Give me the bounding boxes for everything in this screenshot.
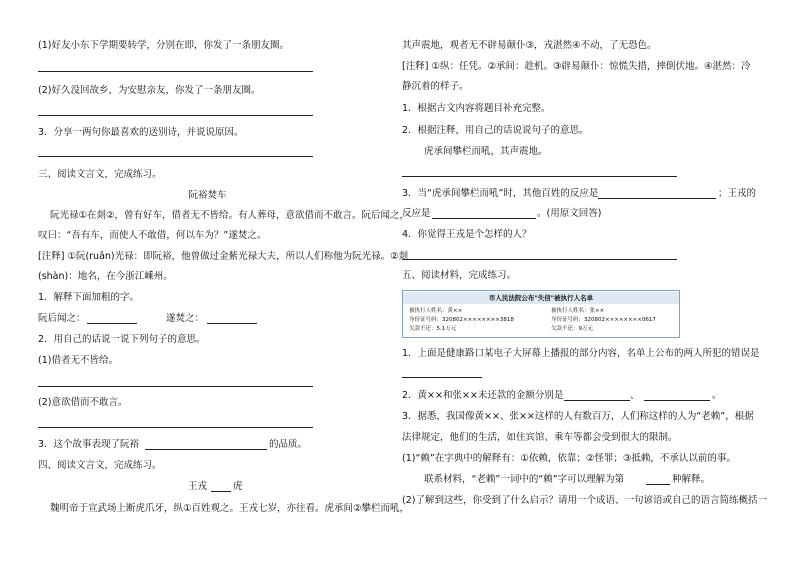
passage-title: 阮裕焚车	[188, 190, 227, 201]
answer-line[interactable]	[38, 71, 313, 72]
question-text: 的品质。	[269, 439, 308, 450]
question-text: (2)意欲借而不敢言。	[38, 397, 128, 408]
answer-blank[interactable]	[145, 449, 267, 450]
question-text: 。	[712, 390, 722, 401]
question-text: (1)借者无不皆给。	[38, 355, 118, 366]
notice-debt: 欠款不还：9万元	[551, 326, 593, 332]
passage-text: 阮光禄①在剡②，曾有好车，借者无不皆给。有人葬母，意欲借而不敢言。阮后闻之，	[50, 210, 410, 221]
annotation-text: [注释] ①纵：任凭。②承间：趁机。③辟易颠仆：惊慌失措，摔倒伏地。④湛然：冷	[402, 61, 751, 72]
quoted-sentence: 虎承间攀栏而吼，其声震地。	[424, 146, 548, 157]
passage-title: 虎	[233, 481, 243, 492]
question-text: 1．根据古文内容将题目补充完整。	[402, 103, 551, 114]
notice-debt: 欠款不还：5.1万元	[409, 326, 457, 332]
annotation-text: 静沉着的样子。	[402, 81, 469, 92]
answer-blank[interactable]	[402, 377, 482, 378]
question-text: 联系材料，“老赖”一词中的“赖”字可以理解为第	[424, 474, 625, 485]
answer-blank[interactable]	[646, 484, 670, 485]
question-text: 种解释。	[672, 474, 711, 485]
court-notice-board	[402, 290, 680, 338]
question-text: 2．根据注释，用自己的话说说句子的意思。	[402, 125, 589, 136]
notice-title: 市人民法院公布"失信"被执行人名单	[403, 292, 679, 304]
section-heading: 四、阅读文言文，完成练习。	[38, 460, 162, 471]
notice-name: 被执行人姓名：黄××	[409, 308, 463, 314]
question-text: (2)了解到这些，你受到了什么启示？请用一个成语、一句谚语或自己的语言简练概括一	[402, 495, 767, 506]
question-text: 反应是	[402, 208, 431, 219]
question-text: (2)好久没回故乡，为安慰亲友，你发了一条朋友圈。	[38, 85, 261, 96]
notice-id: 身份证号码：320802××××××××3818	[409, 317, 514, 323]
question-text: (1)好友小东下学期要转学，分别在即，你发了一条朋友圈。	[38, 40, 289, 51]
question-text: ；王戎的	[718, 188, 757, 199]
answer-line[interactable]	[38, 156, 313, 157]
question-text: 4．你觉得王戎是个怎样的人？	[402, 229, 532, 240]
question-text: 3．据悉，我国像黄××、张××这样的人有数百万，人们称这样的人为“老赖”，根据	[402, 411, 754, 422]
question-text: (1)“赖”在字典中的解释有：①依赖，依靠；②怪罪；③抵赖，不承认以前的事。	[402, 453, 736, 464]
passage-title: 王戎	[188, 481, 208, 492]
notice-id: 身份证号码：320802××××××××0617	[551, 317, 656, 323]
title-blank[interactable]	[211, 491, 231, 492]
question-text: 1．上面是健康路口某电子大屏幕上播报的部分内容，名单上公布的两人所犯的错误是	[402, 348, 760, 359]
passage-text: 叹曰：“吾有车，而使人不敢借，何以车为？”遂焚之。	[38, 230, 267, 241]
passage-text: 其声震地，观者无不辟易颠仆③，戎湛然④不动，了无恐色。	[402, 40, 657, 51]
question-text: 法律规定，他们的生活，如住宾馆、乘车等都会受到很大的限制。	[402, 432, 678, 443]
answer-blank[interactable]	[87, 323, 137, 324]
question-text: 3．当“虎承间攀栏而吼”时，其他百姓的反应是	[402, 188, 599, 199]
right-column	[402, 0, 774, 561]
fill-label: 遂焚之：	[166, 313, 205, 324]
answer-line[interactable]	[38, 427, 313, 428]
question-text: 3．分享一两句你最喜欢的送别诗，并说说原因。	[38, 127, 244, 138]
section-heading: 三、阅读文言文，完成练习。	[38, 169, 162, 180]
answer-blank[interactable]	[598, 198, 716, 199]
question-text: 1．解释下面加粗的字。	[38, 292, 140, 303]
fill-label: 阮后闻之：	[38, 313, 86, 324]
answer-line[interactable]	[402, 176, 677, 177]
annotation-text: [注释] ①阮(ruǎn)光禄：即阮裕，他曾做过金紫光禄大夫，所以人们称他为阮光禄。②剡	[38, 251, 409, 262]
question-text: 3．这个故事表现了阮裕	[38, 439, 140, 450]
passage-text: 魏明帝于宣武场上断虎爪牙，纵①百姓观之。王戎七岁，亦往看。虎承间②攀栏而吼，	[50, 503, 410, 514]
annotation-text: (shàn)：地名，在今浙江嵊州。	[38, 271, 173, 282]
question-text: 2．黄××和张××未还款的金额分别是	[402, 390, 564, 401]
answer-blank[interactable]	[432, 218, 536, 219]
answer-line[interactable]	[38, 115, 313, 116]
notice-name: 被执行人姓名：张××	[551, 308, 605, 314]
answer-line[interactable]	[38, 386, 313, 387]
question-text: 2．用自己的话说一说下列句子的意思。	[38, 334, 206, 345]
answer-blank[interactable]	[207, 323, 257, 324]
answer-blank[interactable]	[644, 400, 710, 401]
answer-line[interactable]	[402, 259, 677, 260]
answer-blank[interactable]	[564, 400, 630, 401]
section-heading: 五、阅读材料，完成练习。	[402, 270, 517, 281]
question-text: 。(用原文回答)	[537, 208, 602, 219]
question-text: 、	[630, 390, 640, 401]
